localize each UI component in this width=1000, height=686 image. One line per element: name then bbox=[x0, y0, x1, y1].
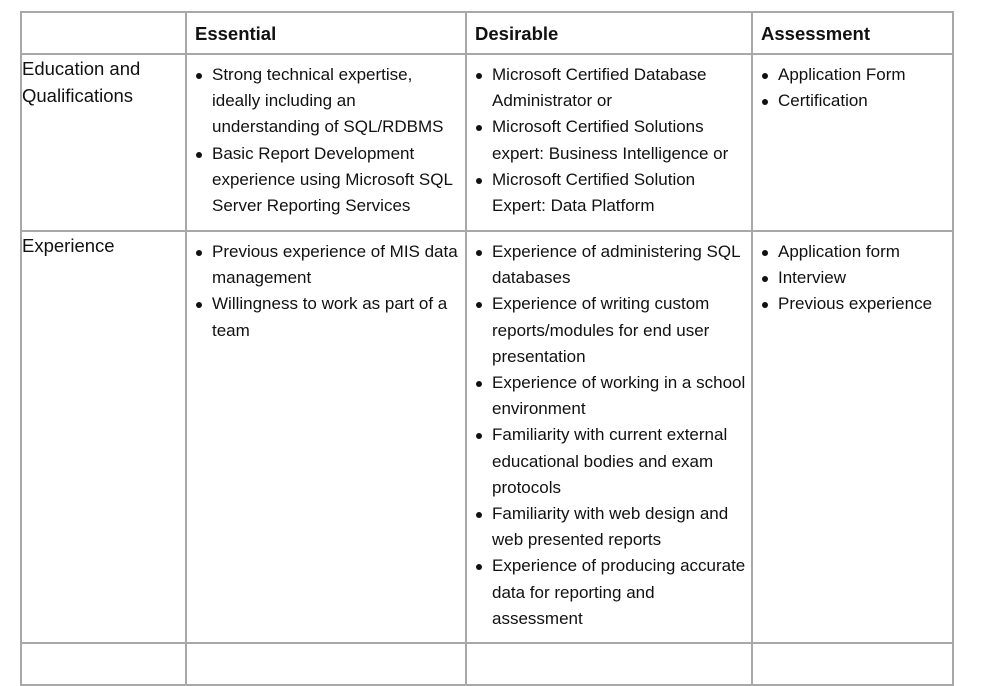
list-item: Microsoft Certified Solutions expert: Business Intelligence or bbox=[475, 114, 747, 166]
table-row-experience bbox=[21, 231, 953, 643]
desirable-cell-education bbox=[466, 54, 752, 231]
header-category bbox=[21, 12, 186, 54]
cut-off-cell bbox=[466, 643, 752, 685]
list-item: Microsoft Certified Database Administrator or bbox=[475, 62, 747, 114]
list-item: Previous experience of MIS data management bbox=[195, 239, 461, 291]
assessment-cell-education bbox=[752, 54, 953, 231]
essential-list-education bbox=[187, 55, 465, 223]
header-essential: Essential bbox=[186, 12, 466, 54]
list-item: Experience of administering SQL databases bbox=[475, 239, 747, 291]
list-item: Application Form bbox=[761, 62, 948, 88]
list-item: Strong technical expertise, ideally including an understanding of SQL/RDBMS bbox=[195, 62, 461, 141]
list-item: Interview bbox=[761, 265, 948, 291]
list-item: Familiarity with current external educational bodies and exam protocols bbox=[475, 422, 747, 501]
list-item: Basic Report Development experience using Microsoft SQL Server Reporting Services bbox=[195, 141, 461, 220]
assessment-cell-experience bbox=[752, 231, 953, 643]
assessment-list-education bbox=[753, 55, 952, 118]
list-item: Willingness to work as part of a team bbox=[195, 291, 461, 343]
list-item: Familiarity with web design and web presented reports bbox=[475, 501, 747, 553]
table-row-education bbox=[21, 54, 953, 231]
cut-off-cell bbox=[186, 643, 466, 685]
list-item: Microsoft Certified Solution Expert: Data Platform bbox=[475, 167, 747, 219]
header-desirable: Desirable bbox=[466, 12, 752, 54]
essential-cell-education bbox=[186, 54, 466, 231]
table-header bbox=[21, 12, 953, 54]
table-row-cut-off bbox=[21, 643, 953, 685]
header-assessment: Assessment bbox=[752, 12, 953, 54]
essential-list-experience bbox=[187, 232, 465, 348]
row-label-experience: Experience bbox=[21, 231, 186, 643]
desirable-list-education bbox=[467, 55, 751, 223]
cut-off-cell bbox=[21, 643, 186, 685]
list-item: Experience of working in a school environment bbox=[475, 370, 747, 422]
list-item: Previous experience bbox=[761, 291, 948, 317]
list-item: Experience of writing custom reports/modules for end user presentation bbox=[475, 291, 747, 370]
desirable-list-experience bbox=[467, 232, 751, 636]
desirable-cell-experience bbox=[466, 231, 752, 643]
header-row bbox=[21, 12, 953, 54]
table-body bbox=[21, 54, 953, 685]
list-item: Experience of producing accurate data for reporting and assessment bbox=[475, 553, 747, 632]
list-item: Application form bbox=[761, 239, 948, 265]
row-label-education: Education and Qualifications bbox=[21, 54, 186, 231]
cut-off-cell bbox=[752, 643, 953, 685]
person-specification-table bbox=[20, 11, 954, 686]
assessment-list-experience bbox=[753, 232, 952, 322]
essential-cell-experience bbox=[186, 231, 466, 643]
list-item: Certification bbox=[761, 88, 948, 114]
